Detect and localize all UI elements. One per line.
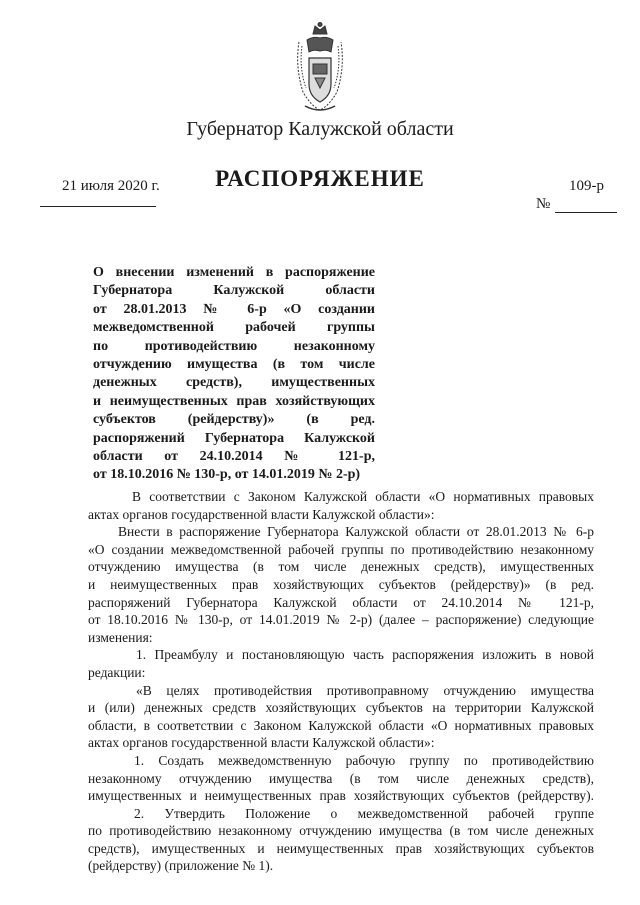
- document-body: [88, 488, 594, 875]
- document-date: 21 июля 2020 г.: [62, 178, 160, 194]
- body-line: «В целях противодействия противоправному отчуждению имущества: [136, 682, 594, 698]
- number-underline: [555, 212, 617, 213]
- body-line: по противодействию незаконному отчуждению имущества (в том числе денежных: [88, 823, 594, 839]
- body-line: отчуждению имущества (в том числе денежных средств), имущественных: [88, 559, 594, 575]
- issuing-authority: Губернатор Калужской области: [186, 118, 454, 140]
- body-line: (рейдерству) (приложение № 1).: [88, 858, 274, 874]
- body-line: средств), имущественных и неимущественных прав хозяйствующих субъектов: [88, 840, 594, 856]
- subject-block: [93, 264, 375, 485]
- subject-line: О внесении изменений в распоряжение: [93, 265, 375, 280]
- subject-line: Губернатора Калужской области: [93, 283, 375, 299]
- body-line: редакции:: [88, 664, 146, 680]
- document-number: 109-р: [569, 178, 604, 194]
- body-line: актах органов государственной власти Калужской области»:: [88, 735, 435, 751]
- subject-line: от 28.01.2013 № 6-р «О создании: [93, 301, 375, 317]
- body-line: и неимущественных прав хозяйствующих субъектов (рейдерству)» (в ред.: [88, 576, 594, 592]
- number-sign: №: [536, 196, 551, 212]
- document-type-title: РАСПОРЯЖЕНИЕ: [215, 166, 425, 191]
- body-line: «О создании межведомственной рабочей группы по противодействию незаконному: [88, 541, 594, 557]
- body-line: 1. Создать межведомственную рабочую группу по противодействию: [134, 752, 594, 768]
- body-line: изменения:: [88, 629, 153, 645]
- subject-line: и неимущественных прав хозяйствующих: [93, 393, 375, 409]
- subject-line: от 18.10.2016 № 130-р, от 14.01.2019 № 2-р): [93, 467, 361, 483]
- coat-of-arms-icon: [293, 22, 347, 116]
- subject-line: межведомственной рабочей группы: [93, 320, 375, 336]
- subject-line: денежных средств), имущественных: [93, 375, 375, 391]
- subject-line: субъектов (рейдерству)» (в ред.: [93, 412, 375, 428]
- date-underline: [40, 206, 156, 207]
- subject-line: отчуждению имущества (в том числе: [93, 356, 375, 372]
- body-line: и (или) денежных средств хозяйствующих субъектов на территории Калужской: [88, 700, 594, 716]
- subject-line: распоряжений Губернатора Калужской: [93, 430, 375, 446]
- body-line: 1. Преамбулу и постановляющую часть распоряжения изложить в новой: [136, 647, 594, 663]
- body-line: области, в соответствии с Законом Калужской области «О нормативных правовых: [88, 717, 594, 733]
- body-line: от 18.10.2016 № 130-р, от 14.01.2019 № 2-р) (далее – распоряжение) следующие: [88, 612, 594, 628]
- subject-line: области от 24.10.2014 № 121-р,: [93, 448, 375, 464]
- body-line: Внести в распоряжение Губернатора Калужской области от 28.01.2013 № 6-р: [118, 524, 594, 540]
- body-line: имущественных и неимущественных прав хозяйствующих субъектов (рейдерству).: [88, 788, 594, 804]
- body-line: В соответствии с Законом Калужской области «О нормативных правовых: [132, 489, 594, 504]
- subject-line: по противодействию незаконному: [93, 338, 375, 354]
- body-line: актах органов государственной власти Калужской области»:: [88, 506, 435, 522]
- body-line: распоряжений Губернатора Калужской области от 24.10.2014 № 121-р,: [88, 594, 594, 610]
- body-line: 2. Утвердить Положение о межведомственной рабочей группе: [134, 805, 594, 821]
- body-line: незаконному отчуждению имущества (в том числе денежных средств),: [88, 770, 594, 786]
